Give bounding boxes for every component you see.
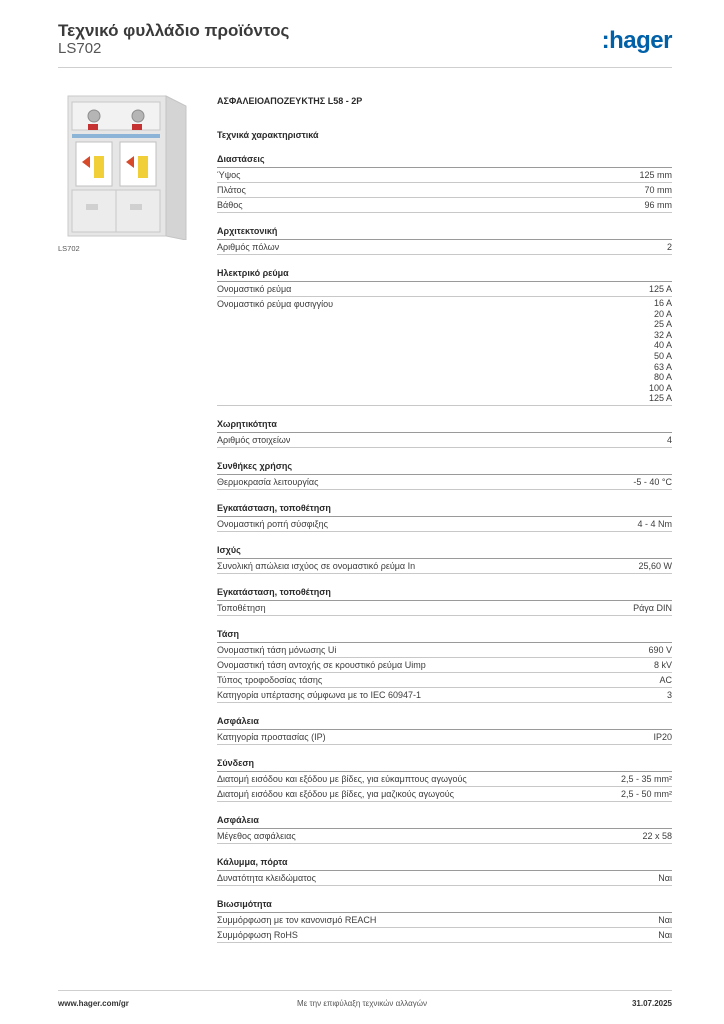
spec-value: 125 A: [648, 393, 672, 404]
spec-row: [217, 658, 672, 673]
spec-row: [217, 730, 672, 745]
spec-label: Αριθμός στοιχείων: [217, 434, 291, 445]
spec-value: Ναι: [658, 914, 672, 925]
spec-section: [217, 814, 672, 844]
product-code: LS702: [58, 40, 102, 57]
spec-row: [217, 601, 672, 616]
spec-label: Κατηγορία υπέρτασης σύμφωνα με το IEC 60947-1: [217, 689, 422, 700]
spec-value: 96 mm: [644, 200, 672, 210]
spec-section: [217, 225, 672, 255]
spec-row: [217, 787, 672, 802]
product-image: [58, 92, 200, 240]
section-title: Χωρητικότητα: [217, 418, 672, 433]
spec-value: 100 A: [648, 382, 672, 393]
spec-sections: [217, 153, 672, 943]
footer-website[interactable]: www.hager.com/gr: [58, 999, 129, 1008]
spec-value: 32 A: [653, 329, 672, 340]
spec-section: [217, 460, 672, 490]
spec-value: -5 - 40 °C: [633, 476, 672, 487]
section-title: Διαστάσεις: [217, 153, 672, 168]
spec-label: Διατομή εισόδου και εξόδου με βίδες, για εύκαμπτους αγωγούς: [217, 773, 467, 784]
spec-section: [217, 898, 672, 943]
spec-value: Ναι: [658, 929, 672, 940]
spec-value: Ναι: [658, 872, 672, 883]
spec-section: [217, 856, 672, 886]
spec-row: [217, 240, 672, 255]
spec-row: [217, 772, 672, 787]
spec-value: 22 x 58: [642, 830, 672, 841]
spec-label: Ονομαστική τάση αντοχής σε κρουστικό ρεύμα Uimp: [217, 659, 426, 670]
spec-label: Συνολική απώλεια ισχύος σε ονομαστικό ρεύμα In: [217, 560, 416, 571]
spec-row: [217, 517, 672, 532]
spec-value: AC: [659, 674, 672, 685]
spec-section: [217, 715, 672, 745]
spec-row: [217, 928, 672, 943]
spec-section: [217, 628, 672, 703]
spec-value: 16 A: [653, 298, 672, 308]
section-title: Βιωσιμότητα: [217, 898, 672, 913]
fuse-switch-illustration: [58, 92, 200, 240]
spec-section: [217, 544, 672, 574]
spec-value: 2,5 - 35 mm²: [620, 773, 672, 784]
spec-label: Δυνατότητα κλειδώματος: [217, 872, 316, 883]
spec-row: [217, 183, 672, 198]
spec-content: [217, 95, 672, 943]
spec-value: 40 A: [653, 340, 672, 351]
spec-section: [217, 757, 672, 802]
spec-label: Ονομαστική ροπή σύσφιξης: [217, 518, 328, 529]
spec-row: [217, 643, 672, 658]
section-title: Εγκατάσταση, τοποθέτηση: [217, 502, 672, 517]
spec-label: Διατομή εισόδου και εξόδου με βίδες, για μαζικούς αγωγούς: [217, 788, 454, 799]
spec-value: 25,60 W: [638, 560, 672, 571]
spec-row: [217, 168, 672, 183]
header-divider: [58, 67, 672, 68]
footer-notice: Με την επιφύλαξη τεχνικών αλλαγών: [297, 999, 427, 1008]
spec-label: Ονομαστικό ρεύμα φυσιγγίου: [217, 299, 334, 309]
spec-label: Τύπος τροφοδοσίας τάσης: [217, 674, 323, 685]
spec-value-list: [649, 298, 672, 404]
spec-label: Αριθμός πόλων: [217, 242, 280, 252]
spec-label: Συμμόρφωση RoHS: [217, 929, 298, 940]
section-title: Ασφάλεια: [217, 814, 672, 829]
spec-label: Πλάτος: [217, 185, 246, 195]
spec-section: [217, 267, 672, 406]
spec-label: Ονομαστική τάση μόνωσης Ui: [217, 644, 337, 655]
section-title: Τάση: [217, 628, 672, 643]
spec-value: IP20: [653, 731, 672, 742]
spec-section: [217, 586, 672, 616]
spec-value: 80 A: [653, 372, 672, 383]
spec-row: [217, 871, 672, 886]
section-title: Ασφάλεια: [217, 715, 672, 730]
spec-row: [217, 913, 672, 928]
spec-value: 20 A: [653, 308, 672, 319]
spec-label: Συμμόρφωση με τον κανονισμό REACH: [217, 914, 377, 925]
spec-row: [217, 559, 672, 574]
spec-row: [217, 829, 672, 844]
spec-row: [217, 198, 672, 213]
spec-value: 125 mm: [639, 170, 672, 180]
spec-label: Κατηγορία προστασίας (IP): [217, 731, 326, 742]
spec-value: 2: [666, 242, 672, 252]
document-title: Τεχνικό φυλλάδιο προϊόντος: [58, 21, 290, 40]
section-title: Κάλυμμα, πόρτα: [217, 856, 672, 871]
section-title: Ισχύς: [217, 544, 672, 559]
spec-row: [217, 475, 672, 490]
section-title: Συνθήκες χρήσης: [217, 460, 672, 475]
section-title: Αρχιτεκτονική: [217, 225, 672, 240]
spec-value: 25 A: [653, 319, 672, 330]
spec-value: 50 A: [653, 350, 672, 361]
section-title: Σύνδεση: [217, 757, 672, 772]
spec-value: 4: [666, 434, 672, 445]
spec-section: [217, 418, 672, 448]
spec-row: [217, 673, 672, 688]
image-caption: LS702: [58, 244, 80, 253]
spec-label: Μέγεθος ασφάλειας: [217, 830, 296, 841]
spec-value: 70 mm: [644, 185, 672, 195]
hager-logo: :hager: [601, 27, 672, 54]
spec-label: Τοποθέτηση: [217, 602, 266, 613]
spec-section: [217, 153, 672, 213]
section-title: Εγκατάσταση, τοποθέτηση: [217, 586, 672, 601]
section-title: Ηλεκτρικό ρεύμα: [217, 267, 672, 282]
spec-value: Ράγα DIN: [633, 602, 672, 613]
spec-row-multi: [217, 297, 672, 406]
spec-value: 3: [666, 689, 672, 700]
footer-date: 31.07.2025: [631, 999, 672, 1008]
spec-value: 2,5 - 50 mm²: [620, 788, 672, 799]
product-title: ΑΣΦΑΛΕΙΟΑΠΟΖΕΥΚΤΗΣ L58 - 2P: [217, 96, 363, 106]
spec-section: [217, 502, 672, 532]
spec-row: [217, 282, 672, 297]
spec-label: Βάθος: [217, 200, 243, 210]
spec-label: Ύψος: [217, 170, 241, 180]
spec-row: [217, 433, 672, 448]
spec-value: 8 kV: [653, 659, 672, 670]
spec-label: Ονομαστικό ρεύμα: [217, 284, 292, 294]
spec-row: [217, 688, 672, 703]
spec-value: 4 - 4 Nm: [637, 518, 672, 529]
footer-divider: [58, 990, 672, 991]
spec-label: Θερμοκρασία λειτουργίας: [217, 476, 319, 487]
spec-value: 690 V: [648, 644, 672, 655]
spec-value: 63 A: [653, 361, 672, 372]
specs-heading: Τεχνικά χαρακτηριστικά: [217, 130, 319, 140]
spec-value: 125 A: [648, 284, 672, 294]
